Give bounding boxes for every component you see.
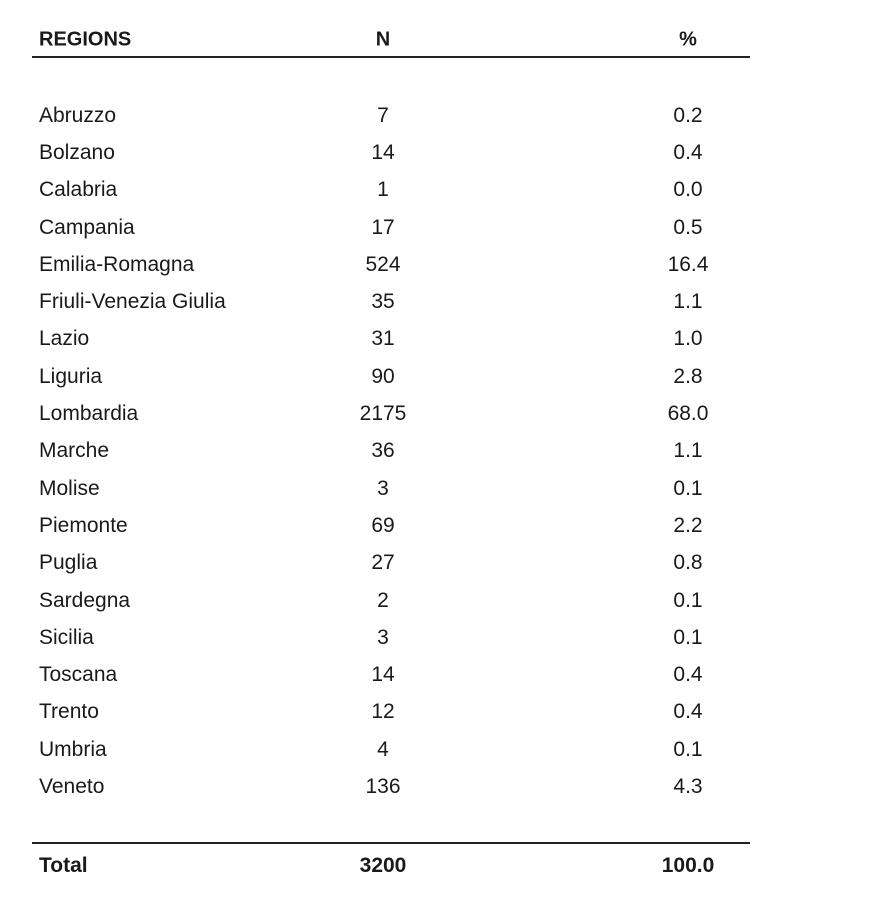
table-row: Puglia 27 0.8 bbox=[39, 551, 703, 575]
header-spacer bbox=[32, 58, 750, 97]
table-body bbox=[32, 97, 750, 806]
table-row: Molise 3 0.1 bbox=[39, 476, 703, 500]
table-row: Sardegna 2 0.1 bbox=[39, 588, 703, 612]
region-name: Sicilia bbox=[39, 625, 94, 649]
region-name: Trento bbox=[39, 700, 99, 724]
table-row: Umbria 4 0.1 bbox=[39, 737, 703, 761]
region-name: Friuli-Venezia Giulia bbox=[39, 290, 226, 314]
total-row: Total 3200 100.0 bbox=[39, 853, 715, 877]
table-header: REGIONS N % bbox=[32, 24, 750, 58]
table-row: Calabria 1 0.0 bbox=[39, 178, 703, 202]
table-row: Liguria 90 2.8 bbox=[39, 364, 703, 388]
region-name: Veneto bbox=[39, 774, 105, 798]
table-row: Marche 36 1.1 bbox=[39, 439, 703, 463]
table-row: Piemonte 69 2.2 bbox=[39, 513, 703, 537]
region-name: Umbria bbox=[39, 737, 107, 761]
total-label: Total bbox=[39, 853, 88, 877]
table-row: Lombardia 2175 68.0 bbox=[39, 402, 709, 426]
region-name: Marche bbox=[39, 439, 110, 463]
table-row: Sicilia 3 0.1 bbox=[39, 625, 703, 649]
region-name: Bolzano bbox=[39, 140, 115, 164]
region-name: Campania bbox=[39, 215, 135, 239]
region-name: Sardegna bbox=[39, 588, 131, 612]
table-row: Veneto 136 4.3 bbox=[39, 774, 703, 798]
table-row: Friuli-Venezia Giulia 35 1.1 bbox=[39, 290, 703, 314]
regions-table bbox=[32, 24, 750, 888]
table-row: Bolzano 14 0.4 bbox=[39, 140, 703, 164]
region-name: Abruzzo bbox=[39, 103, 117, 127]
region-name: Piemonte bbox=[39, 513, 128, 537]
table-row: Toscana 14 0.4 bbox=[39, 663, 703, 687]
region-name: Lazio bbox=[39, 327, 90, 351]
total-divider bbox=[32, 806, 750, 844]
region-name: Lombardia bbox=[39, 402, 139, 426]
table-row: Abruzzo 7 0.2 bbox=[39, 103, 703, 127]
table-row: Trento 12 0.4 bbox=[39, 700, 703, 724]
region-name: Molise bbox=[39, 476, 100, 500]
table-row: Emilia-Romagna 524 16.4 bbox=[39, 252, 709, 276]
region-name: Puglia bbox=[39, 551, 98, 575]
region-name: Calabria bbox=[39, 178, 118, 202]
region-name: Liguria bbox=[39, 364, 103, 388]
region-name: Emilia-Romagna bbox=[39, 252, 195, 276]
table-row: Campania 17 0.5 bbox=[39, 215, 703, 239]
header-regions: REGIONS bbox=[39, 28, 132, 51]
table-row: Lazio 31 1.0 bbox=[39, 327, 703, 351]
region-name: Toscana bbox=[39, 663, 118, 687]
